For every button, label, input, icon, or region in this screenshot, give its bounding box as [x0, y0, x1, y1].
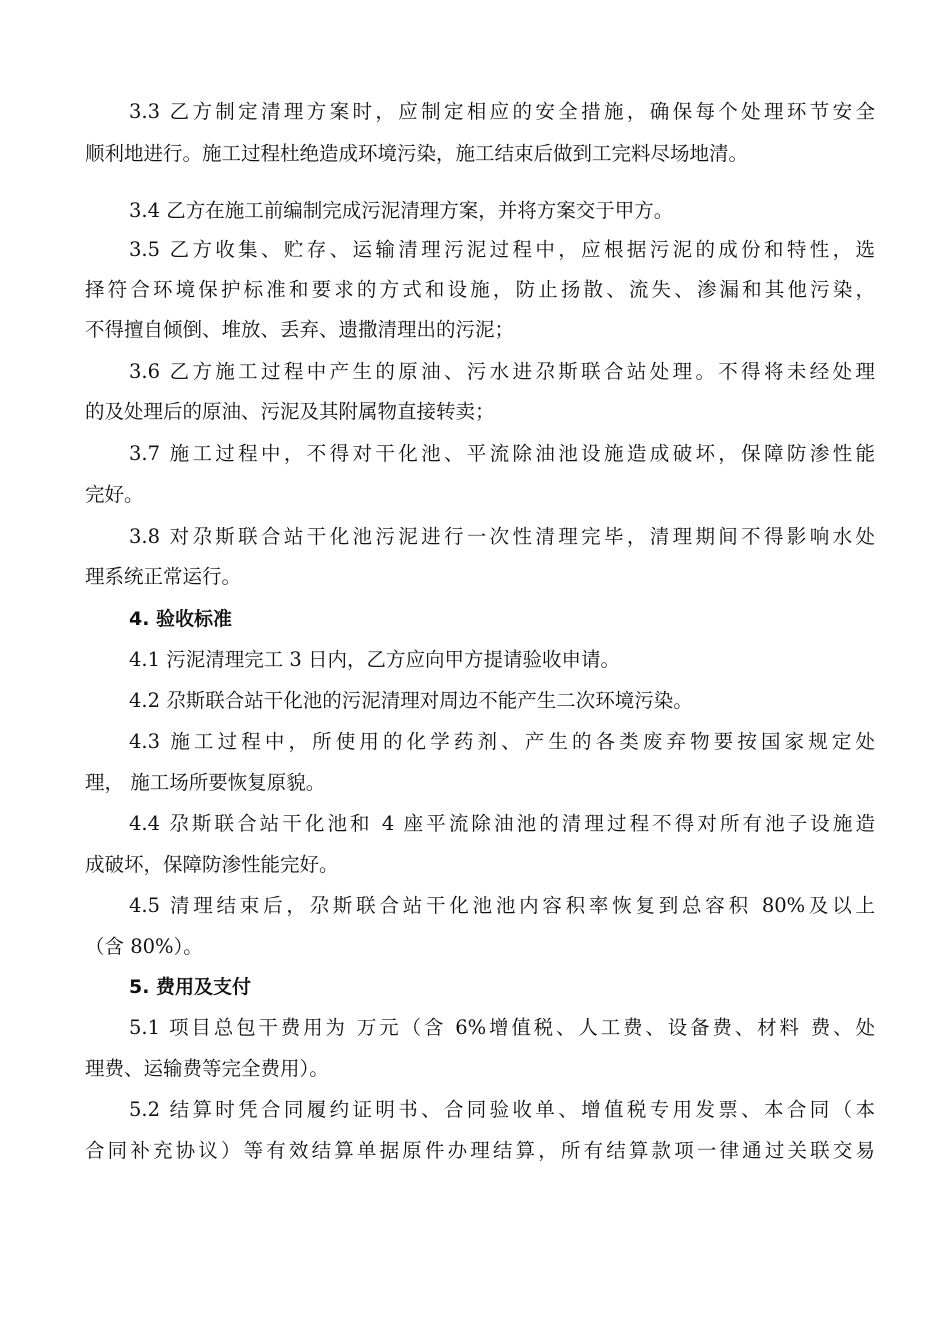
section-5-heading: 5. 费用及支付 [129, 976, 252, 998]
clause-5-1-line-2: 理费、运输费等完全费用）。 [85, 1057, 329, 1080]
clause-3-3-line-1: 3.3 乙方制定清理方案时，应制定相应的安全措施，确保每个处理环节安全 [129, 100, 875, 123]
clause-4-3-line-2: 理， 施工场所要恢复原貌。 [85, 771, 326, 794]
clause-4-1-line-1: 4.1 污泥清理完工 3 日内，乙方应向甲方提请验收申请。 [129, 648, 621, 671]
clause-4-5-line-2: （含 80%）。 [85, 935, 203, 958]
clause-5-2-line-2: 合同补充协议）等有效结算单据原件办理结算，所有结算款项一律通过关联交易 [85, 1139, 875, 1162]
clause-3-5-line-3: 不得擅自倾倒、堆放、丢弃、遗撒清理出的污泥； [85, 318, 515, 341]
clause-3-7-line-1: 3.7 施工过程中，不得对干化池、平流除油池设施造成破坏，保障防渗性能 [129, 442, 875, 465]
clause-3-6-line-2: 的及处理后的原油、污泥及其附属物直接转卖； [85, 400, 495, 423]
clause-4-4-line-1: 4.4 尕斯联合站干化池和 4 座平流除油池的清理过程不得对所有池子设施造 [129, 812, 875, 835]
clause-3-8-line-1: 3.8 对尕斯联合站干化池污泥进行一次性清理完毕，清理期间不得影响水处 [129, 525, 875, 548]
clause-4-3-line-1: 4.3 施工过程中，所使用的化学药剂、产生的各类废弃物要按国家规定处 [129, 730, 875, 753]
clause-4-5-line-1: 4.5 清理结束后，尕斯联合站干化池池内容积率恢复到总容积 80%及以上 [129, 894, 875, 917]
clause-4-2-line-1: 4.2 尕斯联合站干化池的污泥清理对周边不能产生二次环境污染。 [129, 689, 693, 712]
clause-5-2-line-1: 5.2 结算时凭合同履约证明书、合同验收单、增值税专用发票、本合同（本 [129, 1098, 875, 1121]
clause-3-5-line-1: 3.5 乙方收集、贮存、运输清理污泥过程中，应根据污泥的成份和特性，选 [129, 238, 875, 261]
clause-3-5-line-2: 择符合环境保护标准和要求的方式和设施，防止扬散、流失、渗漏和其他污染， [85, 278, 875, 301]
clause-4-4-line-2: 成破坏，保障防渗性能完好。 [85, 853, 339, 876]
section-4-heading: 4. 验收标准 [129, 608, 233, 630]
clause-3-8-line-2: 理系统正常运行。 [85, 565, 242, 588]
clause-3-3-line-2: 顺利地进行。施工过程杜绝造成环境污染，施工结束后做到工完料尽场地清。 [85, 142, 749, 165]
clause-3-6-line-1: 3.6 乙方施工过程中产生的原油、污水进尕斯联合站处理。不得将未经处理 [129, 360, 875, 383]
clause-5-1-line-1: 5.1 项目总包干费用为 万元（含 6%增值税、人工费、设备费、材料 费、处 [129, 1016, 875, 1039]
clause-3-7-line-2: 完好。 [85, 483, 144, 506]
clause-3-4-line-1: 3.4 乙方在施工前编制完成污泥清理方案，并将方案交于甲方。 [129, 199, 674, 222]
